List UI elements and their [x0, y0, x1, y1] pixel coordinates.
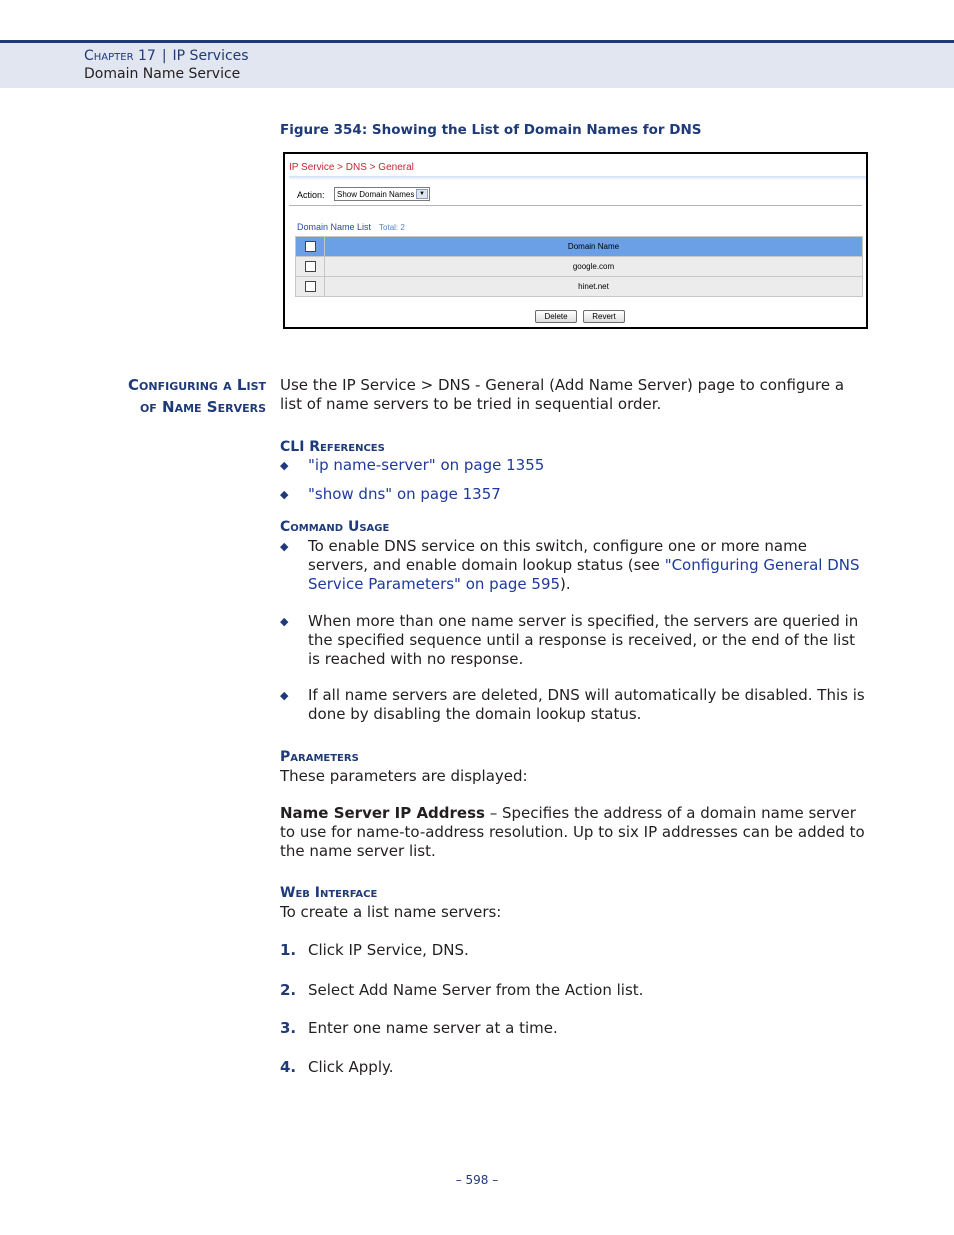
parameter-text: – Specifies the address of a domain name server to use for name-to-address resolution. Up to six IP addresses can be added to the name server list.	[280, 804, 865, 860]
figure-caption: Figure 354: Showing the List of Domain Names for DNS	[280, 122, 702, 138]
step-text: Click IP Service, DNS.	[308, 941, 469, 959]
parameters-heading: Parameters	[280, 749, 359, 765]
step-text: Click Apply.	[308, 1058, 394, 1076]
web-interface-heading: Web Interface	[280, 885, 378, 901]
row-checkbox[interactable]	[305, 261, 316, 272]
breadcrumb: IP Service > DNS > General	[289, 162, 414, 173]
row-checkbox[interactable]	[305, 281, 316, 292]
row-checkbox-cell	[296, 257, 325, 277]
chevron-down-icon[interactable]: ▼	[416, 189, 428, 199]
section-intro: Use the IP Service > DNS - General (Add Name Server) page to configure a list of name servers to be tried in sequential order.	[280, 376, 845, 413]
diamond-bullet-icon: ◆	[280, 459, 289, 472]
page-number: – 598 –	[455, 1173, 499, 1187]
chapter-line	[84, 48, 249, 64]
section-title-line1: Configuring a List	[128, 376, 266, 394]
list-title-text: Domain Name List	[297, 222, 372, 232]
parameters-intro: These parameters are displayed:	[280, 767, 528, 785]
cli-ref-link[interactable]: "show dns" on page 1357	[308, 485, 501, 503]
section-title-line2: of Name Servers	[139, 398, 266, 416]
list-total: Total: 2	[379, 223, 405, 232]
command-usage-heading: Command Usage	[280, 519, 390, 535]
list-title	[297, 222, 405, 232]
chapter-title: IP Services	[172, 48, 249, 64]
step-number: 2.	[280, 981, 297, 999]
action-select[interactable]	[334, 187, 430, 201]
breadcrumb-divider	[289, 176, 866, 180]
diamond-bullet-icon: ◆	[280, 615, 289, 628]
step-text: Enter one name server at a time.	[308, 1019, 558, 1037]
figure-screenshot	[283, 152, 868, 329]
diamond-bullet-icon: ◆	[280, 540, 289, 553]
table-cell-domain: google.com	[325, 257, 863, 277]
table-header-row	[296, 237, 863, 257]
usage-text: If all name servers are deleted, DNS will automatically be disabled. This is done by disabling the domain lookup status.	[308, 686, 865, 723]
usage-text-post: ).	[560, 575, 571, 593]
web-interface-intro: To create a list name servers:	[280, 903, 502, 921]
page-header	[0, 40, 954, 88]
select-all-checkbox[interactable]	[305, 241, 316, 252]
step-number: 4.	[280, 1058, 297, 1076]
usage-text	[308, 537, 868, 594]
step-number: 3.	[280, 1019, 297, 1037]
chapter-label: Chapter 17	[84, 48, 156, 64]
cli-ref-link[interactable]: "ip name-server" on page 1355	[308, 456, 545, 474]
delete-button[interactable]: Delete	[535, 310, 577, 323]
domain-name-table	[295, 236, 863, 297]
section-name: Domain Name Service	[84, 66, 241, 82]
parameter-description	[280, 804, 870, 861]
config-dns-link[interactable]: "Configuring General DNS Service Parameters" on page 595	[308, 556, 860, 593]
usage-text-pre: To enable DNS service on this switch, configure one or more name servers, and enable domain lookup status (see	[308, 537, 807, 574]
column-header-domain-name: Domain Name	[325, 237, 863, 257]
revert-button[interactable]: Revert	[583, 310, 625, 323]
step-number: 1.	[280, 941, 297, 959]
diamond-bullet-icon: ◆	[280, 689, 289, 702]
table-cell-domain: hinet.net	[325, 277, 863, 297]
table-row	[296, 257, 863, 277]
header-separator: |	[161, 48, 167, 64]
parameter-name: Name Server IP Address	[280, 804, 485, 822]
diamond-bullet-icon: ◆	[280, 488, 289, 501]
table-row	[296, 277, 863, 297]
cli-references-heading: CLI References	[280, 439, 385, 455]
usage-text: When more than one name server is specified, the servers are queried in the specified sequence until a response is received, or the end of the list is reached with no response.	[308, 612, 859, 668]
step-text: Select Add Name Server from the Action list.	[308, 981, 644, 999]
select-all-cell	[296, 237, 325, 257]
divider	[289, 205, 862, 206]
section-title	[128, 374, 266, 418]
action-label: Action:	[297, 190, 325, 200]
action-select-value: Show Domain Names	[337, 190, 415, 199]
row-checkbox-cell	[296, 277, 325, 297]
